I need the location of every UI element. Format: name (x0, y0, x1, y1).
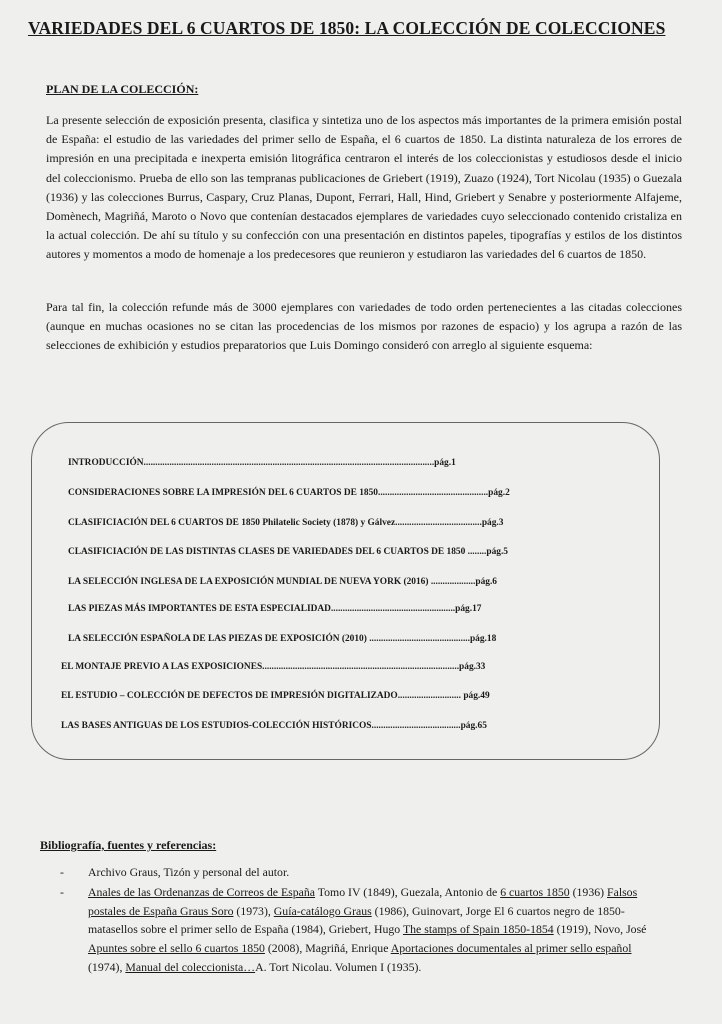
reference-title: Anales de las Ordenanzas de Correos de España (88, 884, 316, 899)
toc-label: LAS BASES ANTIGUAS DE LOS ESTUDIOS-COLECCIÓN HISTÓRICOS (61, 721, 372, 731)
reference-text: (2008), Magriñá, Enrique (264, 941, 391, 956)
toc-label: CONSIDERACIONES SOBRE LA IMPRESIÓN DEL 6 CUARTOS DE 1850 (68, 488, 378, 498)
toc-dots: .................................................................................... (262, 662, 460, 672)
toc-entry-consideraciones (68, 488, 510, 498)
toc-label: LA SELECCIÓN INGLESA DE LA EXPOSICIÓN MUNDIAL DE NUEVA YORK (2016) (68, 577, 429, 587)
plan-heading: PLAN DE LA COLECCIÓN: (46, 82, 199, 96)
toc-page: pág.6 (475, 577, 497, 587)
reference-title: The stamps of Spain 1850-1854 (402, 922, 554, 937)
toc-dots: ........................................... (366, 634, 470, 644)
reference-text: (1986), Guinovart, Jorge El 6 cuartos negro de 1850- matasellos sobre el primer sello de España (1984), Griebert, Hugo (88, 903, 625, 937)
toc-dots: ................... (428, 577, 476, 587)
reference-title: Aportaciones documentales al primer sello español (390, 941, 632, 956)
toc-page: pág.65 (460, 721, 487, 731)
reference-text: (1974), (88, 959, 126, 974)
reference-text: (1936) (569, 884, 608, 899)
reference-text: Tomo IV (1849), Guezala, Antonio de (315, 884, 501, 899)
page-title: VARIEDADES DEL 6 CUARTOS DE 1850: LA COLECCIÓN DE COLECCIONES (28, 18, 666, 38)
toc-dots: ............................................... (377, 488, 489, 498)
toc-entry-seleccion-inglesa (68, 577, 497, 587)
reference-text: A. Tort Nicolau. Volumen I (1935). (255, 959, 422, 974)
toc-page: pág.17 (455, 604, 482, 614)
toc-entry-introduccion (68, 458, 456, 468)
toc-page: pág.49 (463, 691, 490, 701)
toc-label: LA SELECCIÓN ESPAÑOLA DE LAS PIEZAS DE EXPOSICIÓN (2010) (68, 634, 367, 644)
bibliography-text (88, 885, 646, 974)
toc-entry-seleccion-espanola (68, 634, 496, 644)
list-dash: - (60, 884, 64, 899)
toc-entry-estudio-digitalizado (61, 691, 490, 701)
toc-dots: ............................................................................................................................ (143, 458, 435, 468)
toc-label: EL MONTAJE PREVIO A LAS EXPOSICIONES (61, 662, 263, 672)
reference-text: (1919), Novo, José (553, 922, 647, 937)
table-of-contents-box (31, 422, 660, 760)
reference-title: 6 cuartos 1850 (500, 884, 570, 899)
reference-text: (1973), (233, 903, 274, 918)
toc-page: pág.2 (488, 488, 510, 498)
reference-title: Manual del coleccionista… (125, 959, 256, 974)
toc-page: pág.33 (459, 662, 486, 672)
toc-entry-montaje-previo (61, 662, 485, 672)
toc-label: LAS PIEZAS MÁS IMPORTANTES DE ESTA ESPECIALIDAD (68, 604, 331, 614)
reference-title: Apuntes sobre el sello 6 cuartos 1850 (88, 941, 265, 956)
bibliography-item (60, 863, 654, 882)
bibliography-text: Archivo Graus, Tizón y personal del autor. (88, 865, 290, 879)
toc-dots: ........ (465, 547, 487, 557)
intro-paragraph: La presente selección de exposición presenta, clasifica y sintetiza uno de los aspectos más importantes de la primera emisión postal de España: el estudio de las variedades del primer sello de España, el 6 cuartos de 1850. La distinta naturaleza de los errores de impresión en una precipitada e inexperta emisión litográfica centraron el interés de los coleccionistas y estudiosos desde el inicio del coleccionismo. Prueba de ello son las tempranas publicaciones de Griebert (1919), Zuazo (1924), Tort Nicolau (1935) o Guezala (1936) y las colecciones Burrus, Caspary, Cruz Planas, Dupont, Ferrari, Hall, Hind, Griebert y Senabre y posteriormente Alfajeme, Domènech, Magriñá, Maroto o Novo que contenían destacados ejemplares de variedades cuyo seleccionado contenido cristaliza en la actual colección. De ahí su título y su confección con una presentación en distintos papeles, tipografías y estilos de los distintos autores y momentos a modo de homenaje a los predecesores que reunieron y estudiaron las variedades del 6 cuartos de 1850. (46, 113, 682, 262)
toc-entry-clasificacion-variedades (68, 547, 508, 557)
scheme-paragraph: Para tal fin, la colección refunde más de 3000 ejemplares con variedades de todo orden pertenecientes a las citadas colecciones (aunque en muchas ocasiones no se citan las procedencias de los mismos por razones de espacio) y los agrupa a razón de las selecciones de exhibición y estudios preparatorios que Luis Domingo consideró con arreglo al siguiente esquema: (46, 300, 682, 353)
toc-page: pág.5 (486, 547, 508, 557)
reference-title: Falsos postales de España Graus Soro (88, 884, 638, 918)
list-dash: - (60, 865, 64, 879)
toc-page: pág.3 (481, 518, 504, 528)
toc-entry-clasificacion-philatelic (68, 518, 503, 528)
bibliography-list (60, 863, 654, 978)
toc-label: INTRODUCCIÓN (68, 458, 144, 468)
bibliography-heading: Bibliografía, fuentes y referencias: (40, 838, 217, 852)
toc-entry-piezas-importantes (68, 604, 481, 614)
toc-label: EL ESTUDIO – COLECCIÓN DE DEFECTOS DE IMPRESIÓN DIGITALIZADO (61, 691, 398, 701)
toc-dots: ..................................................... (330, 604, 456, 614)
bibliography-item (60, 883, 654, 977)
toc-label: CLASIFICIACIÓN DEL 6 CUARTOS DE 1850 Philatelic Society (1878) y Gálvez (68, 518, 396, 528)
toc-label: CLASIFICIACIÓN DE LAS DISTINTAS CLASES DE VARIEDADES DEL 6 CUARTOS DE 1850 (68, 547, 466, 557)
toc-dots: ...................................... (371, 721, 461, 731)
toc-entry-bases-antiguas (61, 721, 487, 731)
toc-dots: ..................................... (395, 518, 482, 528)
toc-dots: ........................... (397, 691, 464, 701)
reference-title: Guía-catálogo Graus (273, 903, 372, 918)
toc-page: pág.18 (469, 634, 497, 644)
toc-page: pág.1 (434, 458, 456, 468)
